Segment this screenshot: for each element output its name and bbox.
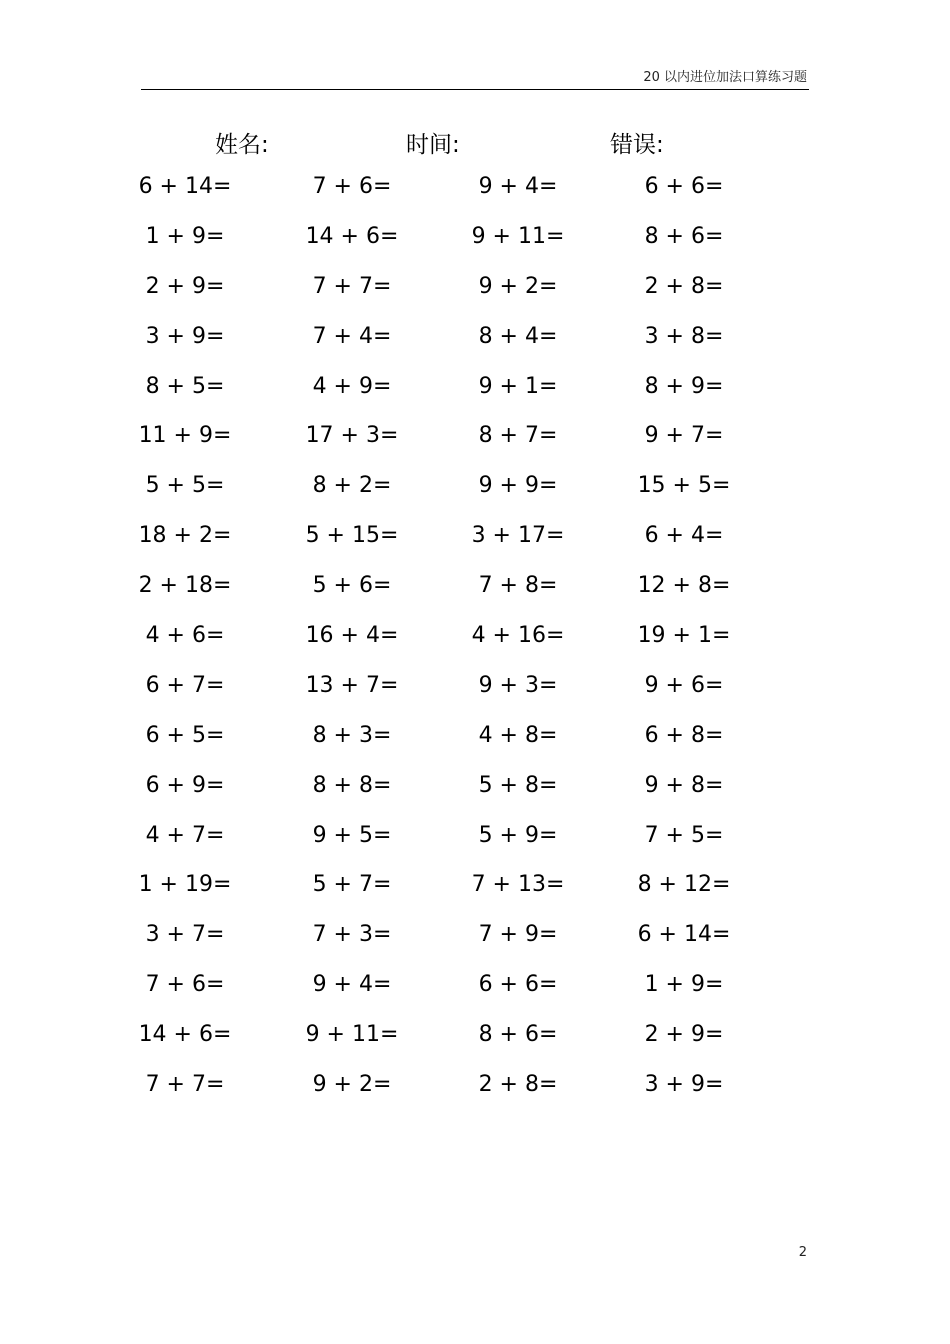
addition-problem: 9 + 7= [644, 423, 724, 449]
addition-problem: 9 + 4= [478, 174, 558, 199]
addition-problem: 12 + 8= [637, 573, 731, 599]
addition-problem: 8 + 9= [644, 373, 724, 399]
problem-row [0, 521, 950, 571]
addition-problem: 8 + 8= [312, 772, 392, 798]
addition-problem: 4 + 8= [478, 722, 558, 748]
addition-problem: 3 + 9= [644, 1072, 724, 1098]
addition-problem: 5 + 6= [312, 573, 392, 599]
addition-problem: 7 + 13= [471, 872, 565, 898]
addition-problem: 1 + 9= [644, 972, 724, 998]
addition-problem: 9 + 11= [471, 223, 565, 249]
problem-row [0, 421, 950, 471]
addition-problem: 3 + 17= [471, 523, 565, 549]
addition-problem: 14 + 6= [305, 223, 399, 249]
addition-problem: 9 + 6= [644, 672, 724, 698]
addition-problem: 8 + 4= [478, 323, 558, 349]
problem-row [0, 671, 950, 721]
addition-problem: 16 + 4= [305, 623, 399, 649]
problem-row [0, 870, 950, 920]
addition-problem: 4 + 6= [145, 623, 225, 649]
addition-problem: 9 + 2= [478, 273, 558, 299]
addition-problem: 5 + 8= [478, 772, 558, 798]
addition-problem: 6 + 14= [637, 922, 731, 948]
problem-row [0, 272, 950, 322]
addition-problem: 7 + 5= [644, 822, 724, 848]
addition-problem: 6 + 8= [644, 722, 724, 748]
addition-problem: 6 + 5= [145, 722, 225, 748]
time-field-label: 时间: [406, 132, 460, 158]
addition-problem: 7 + 4= [312, 323, 392, 349]
addition-problem: 4 + 7= [145, 822, 225, 848]
addition-problem: 6 + 14= [138, 174, 232, 199]
addition-problem: 5 + 7= [312, 872, 392, 898]
problem-row [0, 621, 950, 671]
addition-problem: 7 + 6= [312, 174, 392, 199]
page-header-title: 20 以内进位加法口算练习题 [643, 70, 807, 85]
addition-problem: 7 + 8= [478, 573, 558, 599]
addition-problem: 18 + 2= [138, 523, 232, 549]
addition-problem: 8 + 2= [312, 473, 392, 499]
addition-problem: 8 + 6= [644, 223, 724, 249]
addition-problem: 6 + 6= [644, 174, 724, 199]
addition-problem: 9 + 9= [478, 473, 558, 499]
addition-problem: 2 + 18= [138, 573, 232, 599]
addition-problem: 1 + 9= [145, 223, 225, 249]
addition-problem: 9 + 4= [312, 972, 392, 998]
addition-problem: 9 + 11= [305, 1022, 399, 1048]
addition-problem: 9 + 5= [312, 822, 392, 848]
addition-problem: 7 + 9= [478, 922, 558, 948]
errors-field-label: 错误: [610, 132, 664, 158]
addition-problem: 9 + 2= [312, 1072, 392, 1098]
addition-problem: 7 + 6= [145, 972, 225, 998]
problem-row [0, 471, 950, 521]
addition-problem: 7 + 7= [312, 273, 392, 299]
problem-row [0, 172, 950, 222]
problem-row [0, 920, 950, 970]
addition-problem: 17 + 3= [305, 423, 399, 449]
addition-problem: 6 + 4= [644, 523, 724, 549]
problem-row [0, 322, 950, 372]
addition-problem: 2 + 8= [478, 1072, 558, 1098]
addition-problem: 5 + 9= [478, 822, 558, 848]
addition-problem: 19 + 1= [637, 623, 731, 649]
addition-problem: 8 + 3= [312, 722, 392, 748]
problem-row [0, 821, 950, 871]
addition-problem: 5 + 5= [145, 473, 225, 499]
addition-problem: 8 + 12= [637, 872, 731, 898]
problem-row [0, 771, 950, 821]
addition-problem: 9 + 8= [644, 772, 724, 798]
addition-problem: 14 + 6= [138, 1022, 232, 1048]
addition-problem: 13 + 7= [305, 672, 399, 698]
problem-row [0, 1070, 950, 1120]
addition-problem: 4 + 16= [471, 623, 565, 649]
addition-problem: 9 + 1= [478, 373, 558, 399]
addition-problem: 1 + 19= [138, 872, 232, 898]
addition-problem: 2 + 9= [644, 1022, 724, 1048]
addition-problem: 8 + 7= [478, 423, 558, 449]
addition-problem: 2 + 8= [644, 273, 724, 299]
problem-row [0, 222, 950, 272]
addition-problem: 3 + 9= [145, 323, 225, 349]
addition-problem: 15 + 5= [637, 473, 731, 499]
addition-problem: 9 + 3= [478, 672, 558, 698]
addition-problem: 11 + 9= [138, 423, 232, 449]
addition-problem: 5 + 15= [305, 523, 399, 549]
addition-problem: 7 + 3= [312, 922, 392, 948]
header-divider [141, 89, 809, 90]
name-field-label: 姓名: [215, 132, 269, 158]
addition-problem: 2 + 9= [145, 273, 225, 299]
page-number: 2 [798, 1245, 807, 1260]
addition-problem: 6 + 7= [145, 672, 225, 698]
problem-row [0, 970, 950, 1020]
problem-row [0, 721, 950, 771]
addition-problem: 7 + 7= [145, 1072, 225, 1098]
addition-problem: 6 + 6= [478, 972, 558, 998]
student-info-fields [0, 126, 950, 160]
problem-grid [0, 172, 950, 1120]
problem-row [0, 372, 950, 422]
addition-problem: 4 + 9= [312, 373, 392, 399]
problem-row [0, 571, 950, 621]
addition-problem: 3 + 8= [644, 323, 724, 349]
addition-problem: 3 + 7= [145, 922, 225, 948]
addition-problem: 6 + 9= [145, 772, 225, 798]
addition-problem: 8 + 6= [478, 1022, 558, 1048]
addition-problem: 8 + 5= [145, 373, 225, 399]
problem-row [0, 1020, 950, 1070]
